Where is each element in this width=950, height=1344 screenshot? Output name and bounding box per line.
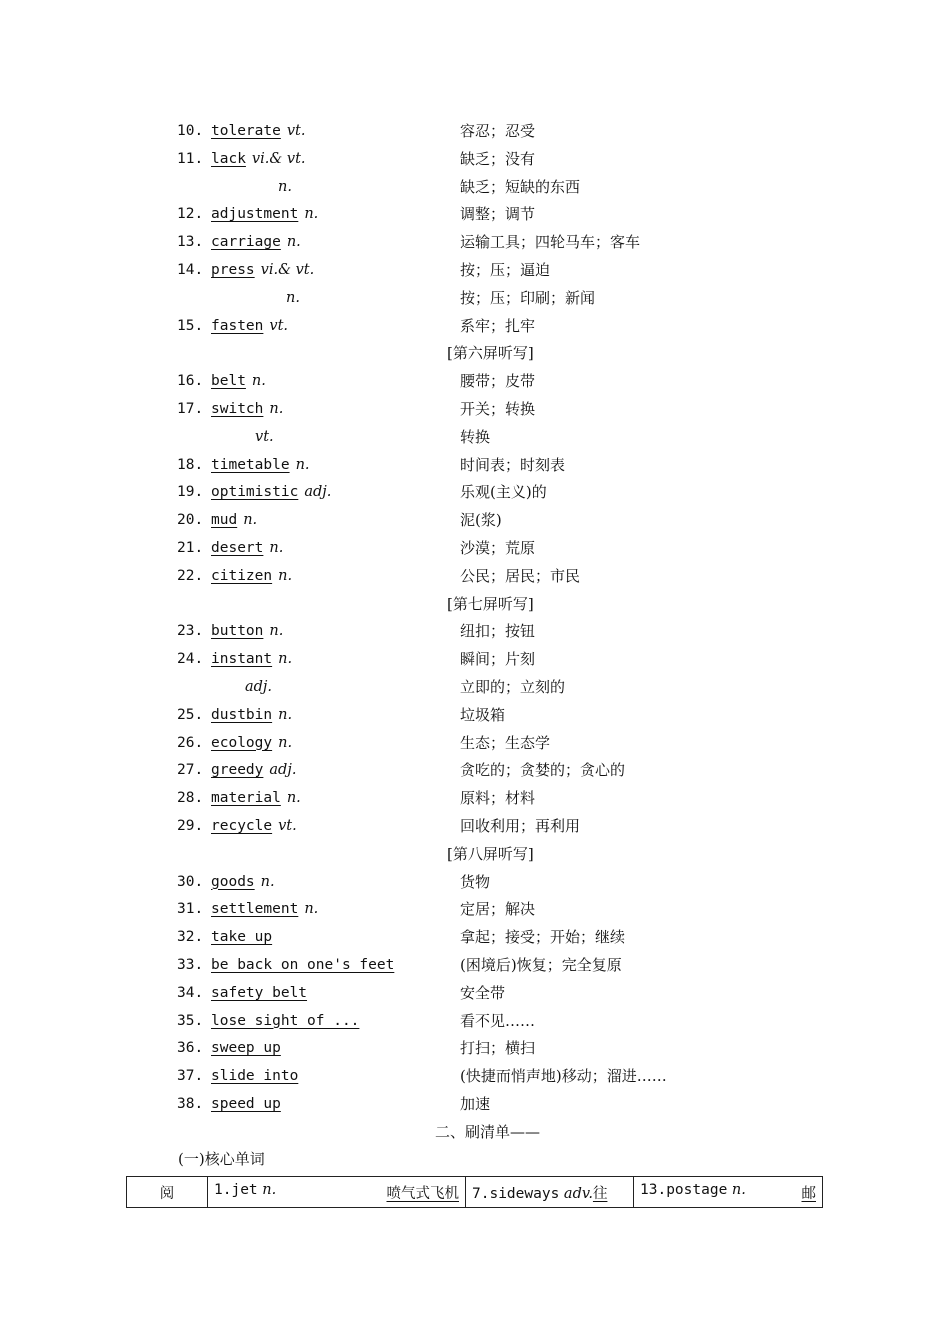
term-word: material: [211, 790, 281, 807]
part-of-speech: vt.: [278, 817, 297, 834]
english-term: [211, 702, 292, 730]
english-term: [211, 924, 272, 952]
vocab-row: [0, 507, 950, 535]
english-term: [211, 396, 283, 424]
part-of-speech: n.: [243, 512, 258, 529]
part-of-speech: adj.: [269, 762, 297, 779]
entry-number: 21.: [177, 539, 204, 556]
english-term: [211, 896, 318, 924]
entry-number: 38.: [177, 1095, 204, 1112]
chinese-meaning: 公民；居民；市民: [460, 566, 581, 585]
part-of-speech: n.: [278, 706, 293, 723]
vocab-row: [0, 452, 950, 480]
part-of-speech: adj.: [304, 484, 332, 501]
part-of-speech: n.: [260, 873, 275, 890]
entry-number: 15.: [177, 317, 204, 334]
entry-number: 22.: [177, 567, 204, 584]
english-term: [211, 646, 292, 674]
part-of-speech: n.: [286, 790, 301, 807]
english-term: [211, 452, 310, 480]
vocab-row: [0, 813, 950, 841]
answer: 喷气式飞机: [386, 1185, 459, 1202]
english-term: [211, 563, 292, 591]
vocab-row: [0, 980, 950, 1008]
chinese-meaning: 缺乏；没有: [460, 149, 536, 168]
entry-number: 12.: [177, 206, 204, 223]
chinese-meaning: 打扫；横扫: [460, 1039, 536, 1058]
english-term: [211, 507, 257, 535]
core-words-table: [126, 1176, 823, 1208]
vocab-row: [0, 618, 950, 646]
part-of-speech: n.: [295, 456, 310, 473]
vocab-row: [0, 368, 950, 396]
vocab-row: [0, 479, 950, 507]
term-word: goods: [211, 873, 255, 890]
vocab-row: [0, 1091, 950, 1119]
chinese-meaning: 看不见……: [460, 1011, 536, 1030]
entry-number: 26.: [177, 734, 204, 751]
vocab-row: [0, 757, 950, 785]
entry-number: 29.: [177, 817, 204, 834]
part-of-speech: n.: [278, 651, 293, 668]
part-of-speech: vt.: [255, 428, 274, 445]
entry-number: 23.: [177, 623, 204, 640]
english-term: [211, 730, 292, 758]
section-heading: 二、刷清单——: [435, 1123, 541, 1141]
vocab-row: [0, 924, 950, 952]
english-term: [211, 368, 266, 396]
term-word: button: [211, 623, 264, 640]
entry-number: 28.: [177, 790, 204, 807]
term-word: citizen: [211, 567, 273, 584]
part-of-speech: n.: [286, 234, 301, 251]
entry-number: 16.: [177, 373, 204, 390]
section-label: [0, 841, 950, 869]
chinese-meaning: 时间表；时刻表: [460, 455, 566, 474]
chinese-meaning: 垃圾箱: [460, 705, 506, 724]
term-word: lose sight of ...: [211, 1012, 360, 1029]
term-word: greedy: [211, 762, 264, 779]
term-word: instant: [211, 651, 273, 668]
part-of-speech: n.: [304, 901, 319, 918]
part-of-speech: vi.& vt.: [251, 150, 306, 167]
term-word: mud: [211, 512, 238, 529]
section-label: [0, 591, 950, 619]
english-term: [211, 785, 301, 813]
vocab-row: [0, 257, 950, 285]
chinese-meaning: 系牢；扎牢: [460, 316, 536, 335]
term-word: speed up: [211, 1095, 281, 1112]
chinese-meaning: 按；压；印刷；新闻: [460, 288, 596, 307]
term-word: belt: [211, 373, 246, 390]
entry-number: 19.: [177, 484, 204, 501]
part-of-speech: vt.: [269, 317, 289, 334]
part-of-speech: n.: [269, 539, 284, 556]
term-word: desert: [211, 539, 264, 556]
section-label: [0, 340, 950, 368]
term-word: sweep up: [211, 1040, 281, 1057]
part-of-speech: n.: [269, 400, 284, 417]
term-word: settlement: [211, 901, 299, 918]
english-term: [211, 229, 301, 257]
entry-number: 18.: [177, 456, 204, 473]
entry-number: 13.: [177, 234, 204, 251]
chinese-meaning: 贪吃的；贪婪的；贪心的: [460, 761, 626, 780]
english-term: [211, 757, 296, 785]
section-label-text: [第七屏听写]: [447, 594, 534, 613]
section-label-text: [第六屏听写]: [447, 344, 534, 363]
english-term: [211, 618, 283, 646]
table-cell: [208, 1177, 466, 1208]
vocab-row: [0, 952, 950, 980]
vocab-row: [0, 702, 950, 730]
chinese-meaning: 开关；转换: [460, 399, 536, 418]
vocab-row: [0, 535, 950, 563]
vocab-row: [0, 201, 950, 229]
entry-number: 11.: [177, 150, 204, 167]
english-term: [211, 952, 394, 980]
vocab-row: [0, 646, 950, 674]
entry-number: 27.: [177, 762, 204, 779]
english-term: [211, 146, 306, 174]
chinese-meaning: 原料；材料: [460, 789, 536, 808]
chinese-meaning: 立即的；立刻的: [460, 677, 566, 696]
english-term: [211, 813, 297, 841]
chinese-meaning: 生态；生态学: [460, 733, 551, 752]
english-term: [211, 201, 318, 229]
chinese-meaning: 缺乏；短缺的东西: [460, 177, 581, 196]
english-term: [211, 535, 283, 563]
chinese-meaning: 回收利用；再利用: [460, 816, 581, 835]
chinese-meaning: 瞬间；片刻: [460, 650, 536, 669]
pos: adv.: [563, 1185, 593, 1202]
vocab-row: [0, 785, 950, 813]
entry-number: 25.: [177, 706, 204, 723]
chinese-meaning: 转换: [460, 427, 491, 446]
subsection-heading: (一)核心单词: [178, 1150, 265, 1168]
vocab-row: [0, 118, 950, 146]
table-cell-label: 阅: [127, 1177, 208, 1208]
entry-number: 30.: [177, 873, 204, 890]
entry-number: 33.: [177, 956, 204, 973]
english-term: [211, 1091, 281, 1119]
term-word: fasten: [211, 317, 264, 334]
chinese-meaning: 泥(浆): [460, 511, 502, 530]
term-word: carriage: [211, 234, 281, 251]
part-of-speech: n.: [278, 567, 293, 584]
section-label-text: [第八屏听写]: [447, 844, 534, 863]
vocab-row: [0, 146, 950, 174]
chinese-meaning: 按；压；逼迫: [460, 260, 551, 279]
part-of-speech: vt.: [286, 123, 306, 139]
english-term: [211, 1063, 298, 1091]
entry-number: 36.: [177, 1040, 204, 1057]
vocab-row: [0, 1035, 950, 1063]
chinese-meaning: 容忍；忍受: [460, 122, 536, 140]
part-of-speech: n.: [304, 206, 319, 223]
english-term: [211, 313, 288, 341]
term-word: dustbin: [211, 706, 273, 723]
chinese-meaning: (快捷而悄声地)移动；溜进……: [460, 1067, 667, 1086]
term-word: press: [211, 261, 255, 278]
part-of-speech: n.: [278, 734, 293, 751]
term-word: be back on one's feet: [211, 956, 395, 973]
part-of-speech: n.: [251, 373, 266, 390]
table-row: [127, 1177, 823, 1208]
part-of-speech: n.: [286, 289, 300, 306]
term-word: lack: [211, 150, 246, 167]
pos: n.: [731, 1181, 746, 1198]
chinese-meaning: 货物: [460, 872, 491, 891]
part-of-speech: n.: [269, 623, 284, 640]
entry-number: 32.: [177, 929, 204, 946]
table-cell: [634, 1177, 823, 1208]
entry-number: 20.: [177, 512, 204, 529]
chinese-meaning: (困境后)恢复；完全复原: [460, 955, 622, 974]
vocab-row: [0, 313, 950, 341]
vocab-row: [0, 285, 950, 313]
chinese-meaning: 调整；调节: [460, 205, 536, 224]
term-word: recycle: [211, 817, 273, 834]
part-of-speech: n.: [278, 178, 292, 195]
entry-number: 24.: [177, 651, 204, 668]
term-word: take up: [211, 929, 273, 946]
entry-number: 14.: [177, 261, 204, 278]
term-word: adjustment: [211, 206, 299, 223]
term: 1.jet: [214, 1181, 258, 1198]
vocab-row: [0, 869, 950, 897]
pos: n.: [262, 1181, 277, 1198]
entry-number: 35.: [177, 1012, 204, 1029]
entry-number: 10.: [177, 123, 204, 139]
chinese-meaning: 腰带；皮带: [460, 372, 536, 391]
chinese-meaning: 拿起；接受；开始；继续: [460, 928, 626, 947]
part-of-speech: adj.: [245, 678, 273, 695]
english-term: [211, 869, 275, 897]
term-word: tolerate: [211, 123, 281, 139]
vocab-row: [0, 674, 950, 702]
answer: 往: [592, 1185, 608, 1202]
term-word: slide into: [211, 1068, 299, 1085]
vocab-row: [0, 563, 950, 591]
chinese-meaning: 沙漠；荒原: [460, 538, 536, 557]
entry-number: 34.: [177, 984, 204, 1001]
answer: 邮: [801, 1185, 816, 1202]
chinese-meaning: 安全带: [460, 983, 506, 1002]
english-term: [211, 980, 307, 1008]
term-word: ecology: [211, 734, 273, 751]
vocab-row: [0, 174, 950, 202]
entry-number: 31.: [177, 901, 204, 918]
entry-number: 17.: [177, 400, 204, 417]
term: 13.postage: [640, 1181, 728, 1198]
english-term: [211, 1008, 359, 1036]
english-term: [211, 118, 305, 146]
table-cell: [466, 1177, 634, 1208]
term-word: timetable: [211, 456, 290, 473]
term-word: switch: [211, 400, 264, 417]
term-word: optimistic: [211, 484, 299, 501]
term: 7.sideways: [472, 1185, 560, 1202]
english-term: [211, 479, 331, 507]
chinese-meaning: 运输工具；四轮马车；客车: [460, 233, 641, 252]
chinese-meaning: 乐观(主义)的: [460, 483, 547, 502]
vocab-row: [0, 896, 950, 924]
part-of-speech: vi.& vt.: [260, 261, 315, 278]
english-term: [211, 257, 314, 285]
vocab-row: [0, 396, 950, 424]
chinese-meaning: 加速: [460, 1094, 491, 1113]
vocab-row: [0, 229, 950, 257]
chinese-meaning: 定居；解决: [460, 900, 536, 919]
vocab-row: [0, 1008, 950, 1036]
vocab-row: [0, 730, 950, 758]
vocabulary-list: [0, 118, 950, 1119]
vocab-row: [0, 1063, 950, 1091]
term-word: safety belt: [211, 984, 308, 1001]
vocab-row: [0, 424, 950, 452]
english-term: [211, 1035, 281, 1063]
chinese-meaning: 纽扣；按钮: [460, 622, 536, 641]
entry-number: 37.: [177, 1068, 204, 1085]
